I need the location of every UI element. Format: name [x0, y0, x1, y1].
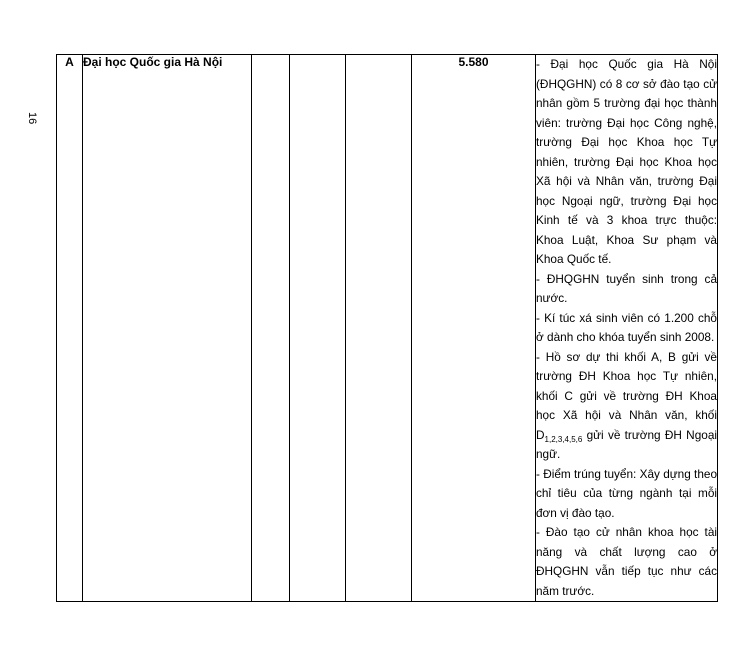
- note-application-subscript: 1,2,3,4,5,6: [544, 434, 583, 444]
- note-admission-score: - Điểm trúng tuyển: Xây dựng theo chỉ tiêu của từng ngành tại mỗi đơn vị đào tạo.: [536, 466, 718, 520]
- section-label: A: [57, 55, 83, 602]
- quota-value: 5.580: [412, 55, 536, 602]
- note-application-text: - Hồ sơ dự thi khối A, B gửi về trường ĐH Khoa học Tự nhiên, khối C gửi về trường ĐH Khoa học Xã hội và Nhân văn, khối D: [536, 349, 717, 442]
- note-application-text-end: gửi về trường ĐH Ngoại ngữ.: [536, 427, 717, 461]
- note-talent-program: - Đào tạo cử nhân khoa học tài năng và chất lượng cao ở ĐHQGHN vẫn tiếp tục như các năm trước.: [536, 525, 717, 598]
- empty-cell: [290, 55, 346, 602]
- university-name: Đại học Quốc gia Hà Nội: [83, 55, 252, 602]
- note-application: [536, 348, 717, 465]
- note-scope: - ĐHQGHN tuyển sinh trong cả nước.: [536, 271, 717, 305]
- note-dormitory: - Kí túc xá sinh viên có 1.200 chỗ ở dành cho khóa tuyển sinh 2008.: [536, 310, 717, 344]
- admissions-table: [56, 54, 718, 602]
- notes-cell: [536, 55, 718, 602]
- empty-cell: [252, 55, 290, 602]
- table-row: [57, 55, 718, 602]
- empty-cell: [346, 55, 412, 602]
- note-campuses: - Đại học Quốc gia Hà Nội (ĐHQGHN) có 8 cơ sở đào tạo cử nhân gồm 5 trường đại học thành viên: trường Đại học Công nghệ, trường Đại học Khoa học Tự nhiên, trường Đại học Khoa học Xã hội và Nhân văn, trường Đại học Ngoại ngữ, trường Đại học Kinh tế và 3 khoa trực thuộc: Khoa Luật, Khoa Sư phạm và Khoa Quốc tế.: [536, 57, 717, 266]
- page-number: 16: [26, 112, 38, 125]
